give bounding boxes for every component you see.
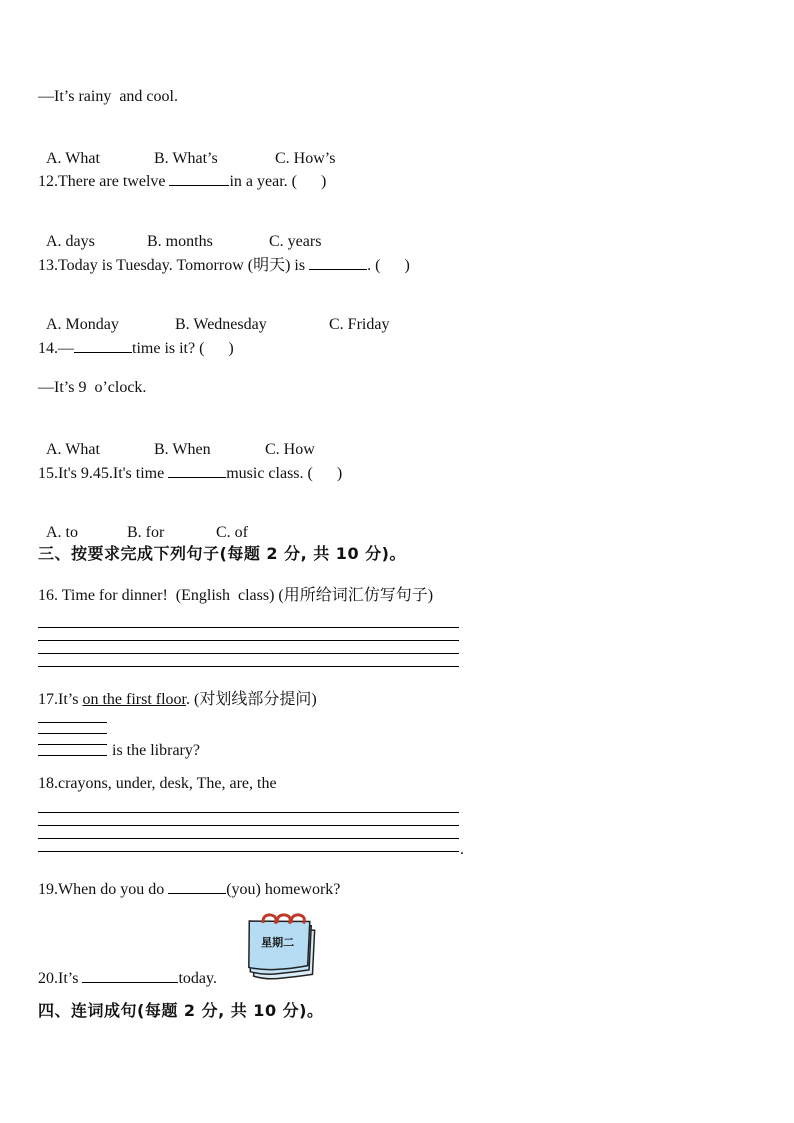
q18-end-mark: . — [460, 841, 464, 858]
q14-stem-before: 14.— — [38, 340, 74, 357]
q12-stem — [38, 170, 326, 192]
option-c: C. of — [216, 524, 248, 541]
q16-text: 16. Time for dinner! (English class) (用所给词汇仿写句子) — [38, 587, 434, 604]
answer-line[interactable] — [38, 838, 459, 839]
q15-blank[interactable] — [168, 462, 226, 478]
q19-stem-before: 19.When do you do — [38, 881, 169, 898]
option-b: B. When — [154, 441, 211, 458]
q17-prefix: 17.It’s — [38, 691, 83, 708]
option-a: A. Monday — [46, 316, 119, 333]
q15-options — [38, 503, 248, 543]
q12-options — [38, 212, 321, 252]
answer-line[interactable] — [38, 825, 459, 826]
q12-stem-after: in a year. ( ) — [229, 173, 327, 190]
q13-blank[interactable] — [309, 254, 367, 270]
option-b: B. Wednesday — [175, 316, 267, 333]
answer-line[interactable] — [38, 851, 459, 852]
option-c: C. Friday — [329, 316, 390, 333]
q17-answer-suffix: is the library? — [108, 742, 200, 759]
section-4-heading: 四、连词成句(每题 2 分, 共 10 分)。 — [38, 1001, 324, 1020]
q17-underlined-phrase: on the first floor — [82, 691, 186, 708]
option-a: A. What — [46, 150, 100, 167]
short-answer-line[interactable] — [38, 755, 107, 756]
option-a: A. days — [46, 233, 95, 250]
option-c: C. How’s — [275, 150, 336, 167]
q13-options — [38, 295, 389, 335]
calendar-label: 星期二 — [261, 936, 295, 950]
option-b: B. for — [127, 524, 165, 541]
q19-stem-after: (you) homework? — [226, 881, 341, 898]
q15-stem — [38, 462, 342, 484]
q20-stem-after: today. — [178, 970, 217, 987]
q17-text — [38, 690, 317, 710]
q13-stem-after: . ( ) — [367, 257, 410, 274]
q12-stem-before: 12.There are twelve — [38, 173, 170, 190]
q20-stem — [38, 967, 217, 989]
q13-stem-before: 13.Today is Tuesday. Tomorrow (明天) is — [38, 257, 310, 274]
q18-text: 18.crayons, under, desk, The, are, the — [38, 775, 277, 792]
q14-stem — [38, 337, 234, 359]
q19-stem — [38, 878, 340, 900]
option-c: C. How — [265, 441, 315, 458]
q11-answer-line: —It’s rainy and cool. — [38, 88, 178, 105]
answer-line[interactable] — [38, 666, 459, 667]
q19-blank[interactable] — [168, 878, 226, 894]
option-c: C. years — [269, 233, 322, 250]
answer-line[interactable] — [38, 640, 459, 641]
calendar-icon — [242, 910, 324, 984]
short-answer-line[interactable] — [38, 733, 107, 734]
q14-stem-after: time is it? ( ) — [132, 340, 234, 357]
q12-blank[interactable] — [169, 170, 229, 186]
q14-blank[interactable] — [74, 337, 132, 353]
answer-line[interactable] — [38, 653, 459, 654]
answer-line[interactable] — [38, 627, 459, 628]
option-b: B. What’s — [154, 150, 218, 167]
q13-stem — [38, 254, 410, 276]
q11-options — [38, 129, 335, 169]
q20-stem-before: 20.It’s — [38, 970, 83, 987]
q15-stem-after: music class. ( ) — [226, 465, 343, 482]
short-answer-line[interactable] — [38, 744, 107, 745]
short-answer-line[interactable] — [38, 722, 107, 723]
option-a: A. to — [46, 524, 78, 541]
q20-blank[interactable] — [82, 967, 178, 983]
q14-answer-line: —It’s 9 o’clock. — [38, 379, 147, 396]
option-a: A. What — [46, 441, 100, 458]
option-b: B. months — [147, 233, 213, 250]
answer-line[interactable] — [38, 812, 459, 813]
q15-stem-before: 15.It's 9.45.It's time — [38, 465, 169, 482]
section-3-heading: 三、按要求完成下列句子(每题 2 分, 共 10 分)。 — [38, 544, 406, 563]
q14-options — [38, 420, 315, 460]
q17-suffix: . (对划线部分提问) — [186, 691, 317, 708]
